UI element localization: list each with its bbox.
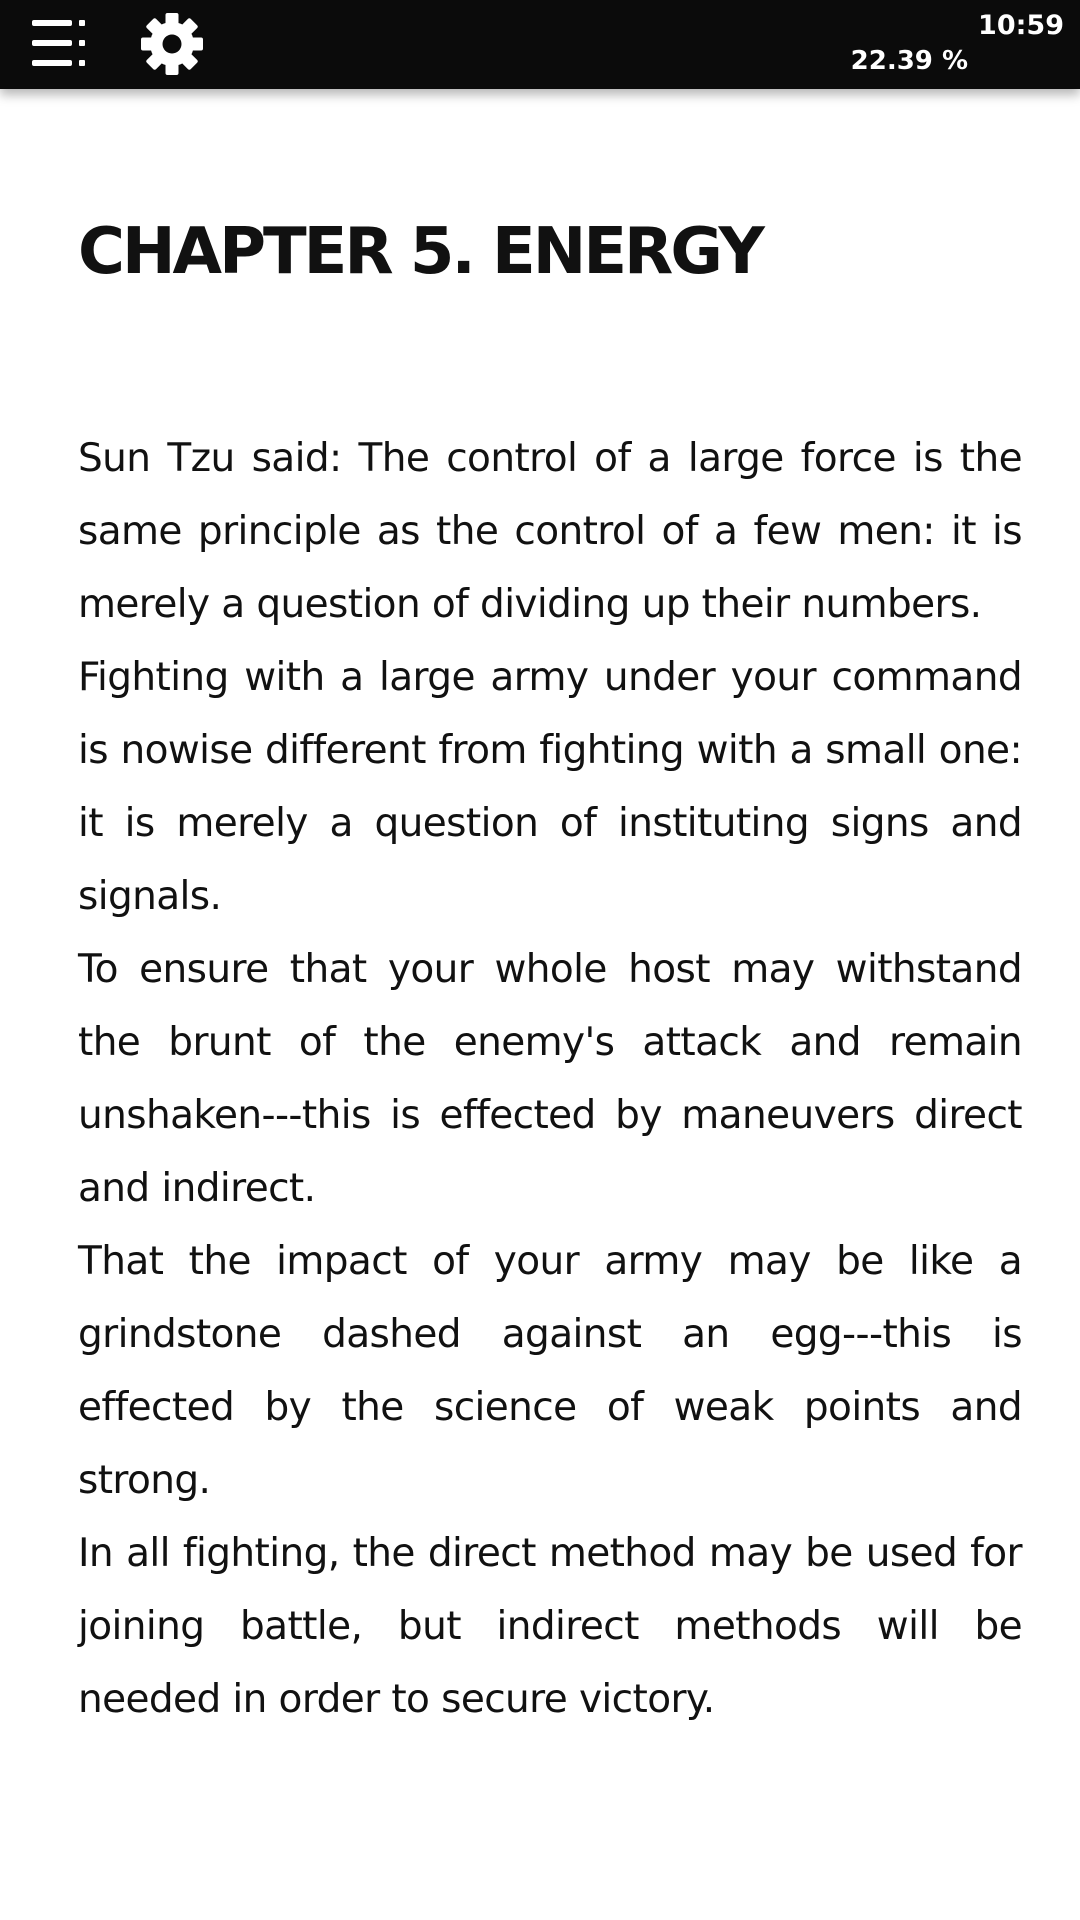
paragraph: In all fighting, the direct method may be used for joining battle, but indirect methods will be needed in order to secure victory. bbox=[78, 1531, 1022, 1722]
reader-page[interactable] bbox=[78, 89, 1022, 1736]
menu-button[interactable] bbox=[28, 14, 94, 74]
chapter-body bbox=[78, 422, 1022, 1736]
settings-button[interactable] bbox=[138, 10, 206, 78]
paragraph: To ensure that your whole host may withstand the brunt of the enemy's attack and remain unshaken---this is effected by maneuvers direct and indirect. bbox=[78, 947, 1022, 1211]
paragraph: Fighting with a large army under your command is nowise different from fighting with a small one: it is merely a question of instituting signs and signals. bbox=[78, 655, 1022, 919]
paragraph: Sun Tzu said: The control of a large force is the same principle as the control of a few men: it is merely a question of dividing up their numbers. bbox=[78, 436, 1022, 627]
status-clock: 10:59 bbox=[978, 10, 1064, 41]
menu-icon bbox=[28, 14, 94, 74]
top-bar bbox=[0, 0, 1080, 89]
chapter-title: CHAPTER 5. ENERGY bbox=[78, 215, 762, 289]
gear-icon bbox=[138, 10, 206, 78]
reading-progress: 22.39 % bbox=[850, 46, 968, 76]
paragraph: That the impact of your army may be like a grindstone dashed against an egg---this is effected by the science of weak points and strong. bbox=[78, 1239, 1022, 1503]
